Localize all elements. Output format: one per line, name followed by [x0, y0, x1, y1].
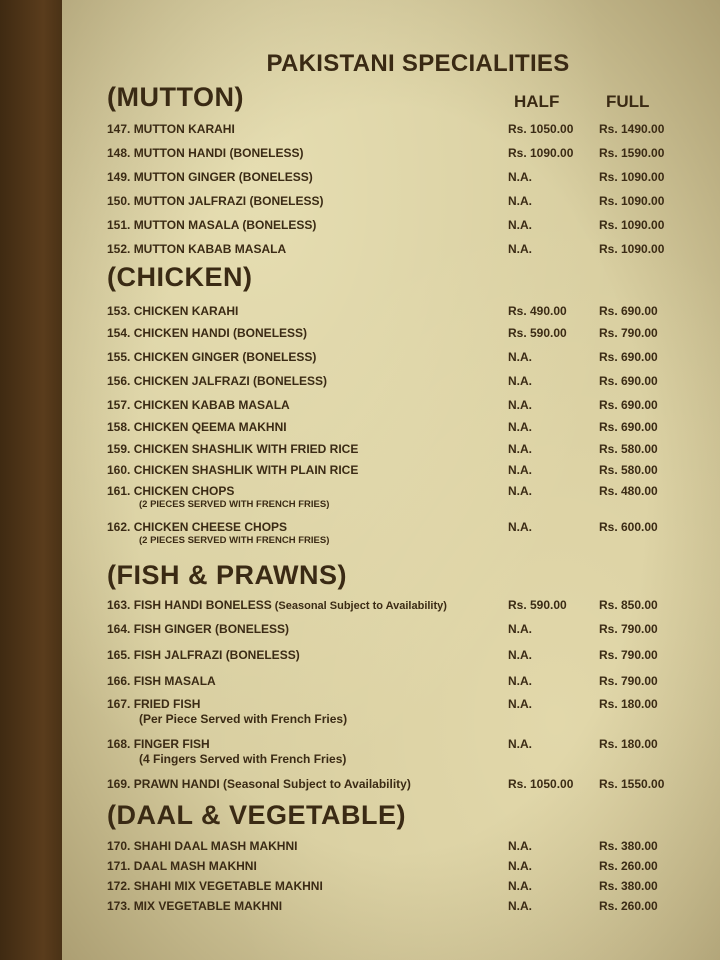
menu-item-half-price: N.A.	[508, 697, 532, 711]
menu-item-full-price: Rs. 580.00	[599, 442, 658, 456]
menu-item-name: 160. CHICKEN SHASHLIK WITH PLAIN RICE	[107, 463, 359, 477]
menu-item-half-price: N.A.	[508, 484, 532, 498]
menu-item-full-price: Rs. 1090.00	[599, 170, 665, 184]
menu-item-name: 165. FISH JALFRAZI (BONELESS)	[107, 648, 300, 662]
menu-item-full-price: Rs. 790.00	[599, 326, 658, 340]
menu-item-full-price: Rs. 1490.00	[599, 122, 665, 136]
menu-item-half-price: Rs. 590.00	[508, 598, 567, 612]
menu-item-half-price: N.A.	[508, 899, 532, 913]
menu-item-note: (2 PIECES SERVED WITH FRENCH FRIES)	[139, 535, 330, 546]
menu-item-name: 159. CHICKEN SHASHLIK WITH FRIED RICE	[107, 442, 359, 456]
menu-item-full-price: Rs. 180.00	[599, 737, 658, 751]
column-header-full: FULL	[606, 92, 650, 111]
menu-item-full-price: Rs. 790.00	[599, 622, 658, 636]
menu-item-half-price: N.A.	[508, 442, 532, 456]
menu-item-full-price: Rs. 180.00	[599, 697, 658, 711]
menu-item-half-price: Rs. 490.00	[508, 304, 567, 318]
section-heading: (DAAL & VEGETABLE)	[107, 800, 406, 830]
menu-item-half-price: Rs. 590.00	[508, 326, 567, 340]
menu-item-half-price: N.A.	[508, 879, 532, 893]
menu-item-half-price: N.A.	[508, 839, 532, 853]
section-heading: (FISH & PRAWNS)	[107, 560, 347, 590]
menu-item-full-price: Rs. 690.00	[599, 420, 658, 434]
menu-item-full-price: Rs. 600.00	[599, 520, 658, 534]
menu-item-half-price: N.A.	[508, 648, 532, 662]
menu-item-name: 155. CHICKEN GINGER (BONELESS)	[107, 350, 317, 364]
menu-item-name: 149. MUTTON GINGER (BONELESS)	[107, 170, 313, 184]
menu-item-name: 171. DAAL MASH MAKHNI	[107, 859, 257, 873]
left-wood-border	[0, 0, 62, 960]
menu-item-name: 153. CHICKEN KARAHI	[107, 304, 239, 318]
menu-item-name: 158. CHICKEN QEEMA MAKHNI	[107, 420, 287, 434]
menu-item-half-price: N.A.	[508, 242, 532, 256]
menu-item-half-price: Rs. 1090.00	[508, 146, 574, 160]
section-heading: (CHICKEN)	[107, 262, 253, 292]
menu-item-full-price: Rs. 790.00	[599, 648, 658, 662]
menu-item-full-price: Rs. 1590.00	[599, 146, 665, 160]
menu-item-half-price: N.A.	[508, 463, 532, 477]
menu-item-full-price: Rs. 690.00	[599, 398, 658, 412]
menu-item-name: 154. CHICKEN HANDI (BONELESS)	[107, 326, 308, 340]
menu-item-name: 150. MUTTON JALFRAZI (BONELESS)	[107, 194, 324, 208]
menu-item-half-price: Rs. 1050.00	[508, 777, 574, 791]
menu-item-full-price: Rs. 1550.00	[599, 777, 665, 791]
menu-item-full-price: Rs. 1090.00	[599, 218, 665, 232]
menu-item-full-price: Rs. 580.00	[599, 463, 658, 477]
menu-item-name: 151. MUTTON MASALA (BONELESS)	[107, 218, 317, 232]
menu-item-name: 167. FRIED FISH	[107, 697, 201, 711]
menu-item-full-price: Rs. 260.00	[599, 899, 658, 913]
page-title: PAKISTANI SPECIALITIES	[266, 50, 570, 77]
menu-item-name: 164. FISH GINGER (BONELESS)	[107, 622, 290, 636]
menu-item-half-price: N.A.	[508, 194, 532, 208]
menu-item-note: (4 Fingers Served with French Fries)	[139, 752, 347, 766]
menu-item-full-price: Rs. 790.00	[599, 674, 658, 688]
menu-item-name: 152. MUTTON KABAB MASALA	[107, 242, 287, 256]
menu-item-half-price: N.A.	[508, 218, 532, 232]
menu-item-name: 170. SHAHI DAAL MASH MAKHNI	[107, 839, 298, 853]
menu-item-half-price: Rs. 1050.00	[508, 122, 574, 136]
section-heading: (MUTTON)	[107, 82, 244, 112]
menu-item-half-price: N.A.	[508, 420, 532, 434]
menu-item-name: 157. CHICKEN KABAB MASALA	[107, 398, 290, 412]
menu-item-name: 156. CHICKEN JALFRAZI (BONELESS)	[107, 374, 328, 388]
menu-item-full-price: Rs. 690.00	[599, 350, 658, 364]
menu-item-name: 161. CHICKEN CHOPS	[107, 484, 235, 498]
menu-item-name: 172. SHAHI MIX VEGETABLE MAKHNI	[107, 879, 323, 893]
menu-item-note: (Per Piece Served with French Fries)	[139, 712, 348, 726]
menu-item-full-price: Rs. 690.00	[599, 374, 658, 388]
menu-item-half-price: N.A.	[508, 859, 532, 873]
menu-item-name: 173. MIX VEGETABLE MAKHNI	[107, 899, 283, 913]
menu-item-full-price: Rs. 380.00	[599, 879, 658, 893]
menu-item-name: 148. MUTTON HANDI (BONELESS)	[107, 146, 304, 160]
menu-item-inline-note: (Seasonal Subject to Availability)	[271, 600, 447, 612]
menu-item-full-price: Rs. 1090.00	[599, 242, 665, 256]
menu-item-name: 168. FINGER FISH	[107, 737, 210, 751]
menu-item-half-price: N.A.	[508, 674, 532, 688]
menu-item-half-price: N.A.	[508, 374, 532, 388]
menu-item-half-price: N.A.	[508, 622, 532, 636]
menu-item-half-price: N.A.	[508, 170, 532, 184]
menu-item-name: 162. CHICKEN CHEESE CHOPS	[107, 520, 288, 534]
menu-item-name: 169. PRAWN HANDI (Seasonal Subject to Availability)	[107, 777, 411, 791]
menu-item-full-price: Rs. 1090.00	[599, 194, 665, 208]
menu-item-half-price: N.A.	[508, 737, 532, 751]
menu-item-name: 147. MUTTON KARAHI	[107, 122, 235, 136]
menu-item-full-price: Rs. 690.00	[599, 304, 658, 318]
menu-item-full-price: Rs. 380.00	[599, 839, 658, 853]
menu-item-full-price: Rs. 480.00	[599, 484, 658, 498]
menu-item-note: (2 PIECES SERVED WITH FRENCH FRIES)	[139, 499, 330, 510]
menu-item-half-price: N.A.	[508, 350, 532, 364]
menu-item-name: 163. FISH HANDI BONELESS (Seasonal Subject to Availability)	[107, 598, 447, 612]
menu-item-full-price: Rs. 850.00	[599, 598, 658, 612]
column-header-half: HALF	[514, 92, 560, 111]
menu-item-half-price: N.A.	[508, 520, 532, 534]
menu-item-name: 166. FISH MASALA	[107, 674, 216, 688]
menu-item-full-price: Rs. 260.00	[599, 859, 658, 873]
menu-item-half-price: N.A.	[508, 398, 532, 412]
